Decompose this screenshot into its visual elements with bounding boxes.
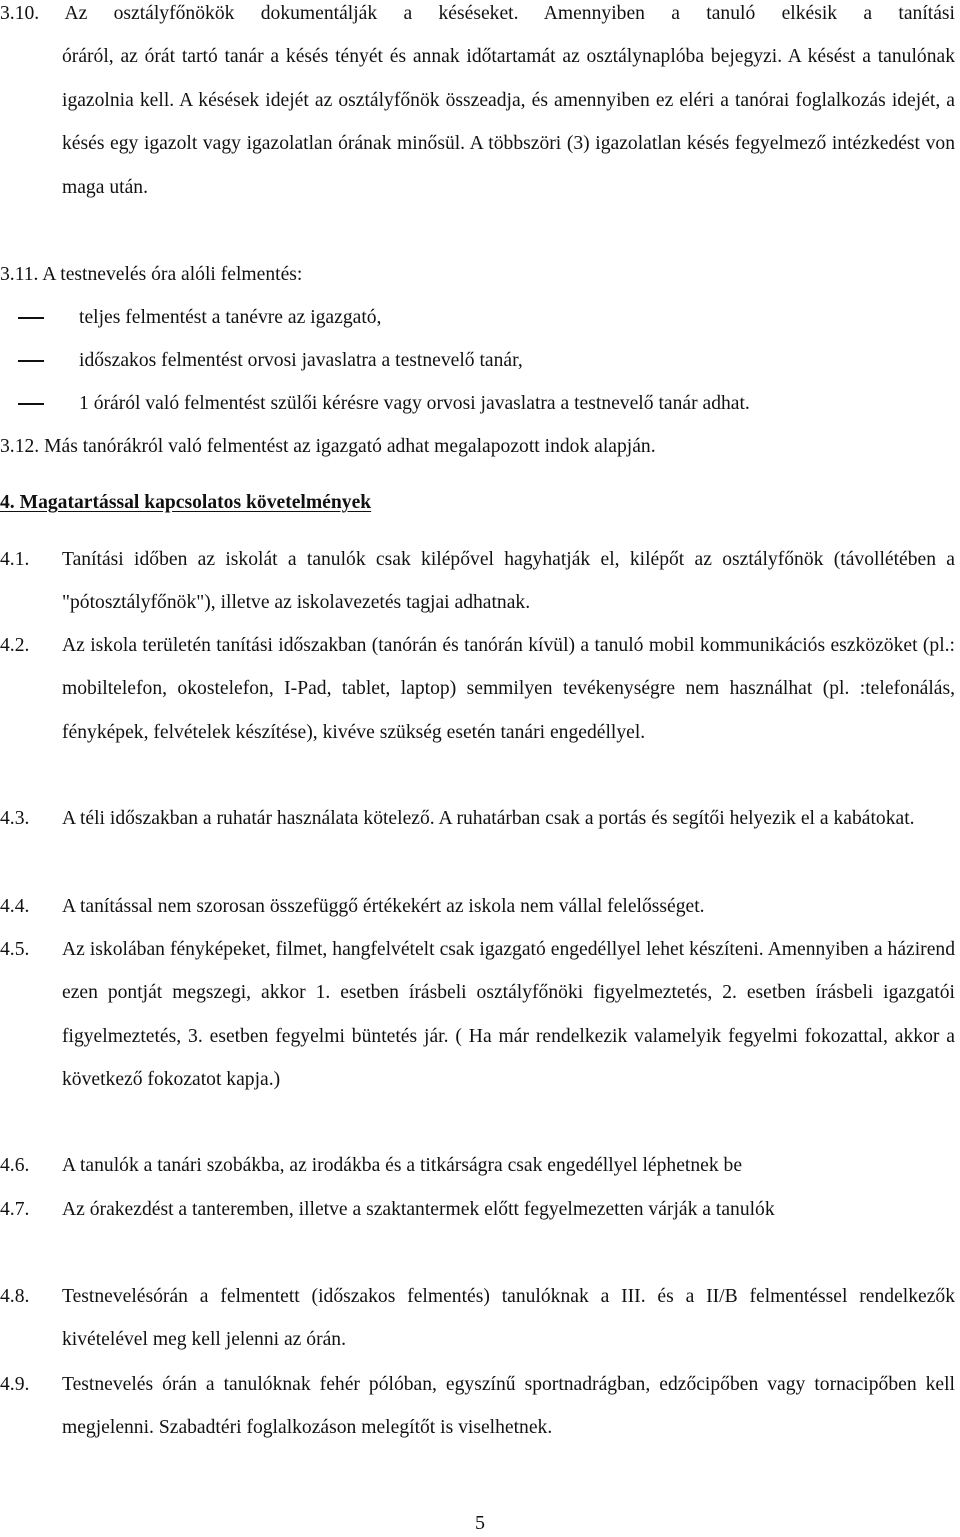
paragraph-number: 4.4. [0,896,30,917]
paragraph-text: A tanulók a tanári szobákba, az irodákba és a titkárságra csak engedéllyel léphetnek be [62,1155,743,1176]
paragraph-text: Más tanórákról való felmentést az igazgató adhat megalapozott indok alapján. [44,436,656,457]
paragraph-number: 4.3. [0,808,30,829]
paragraph-first-line: Az osztályfőnökök dokumentálják a késéseket. Amennyiben a tanuló elkésik a tanítási [64,3,955,24]
section-heading: 4. Magatartással kapcsolatos követelmények [0,492,372,513]
dash-bullet-icon [18,317,44,319]
paragraph-text: Tanítási időben az iskolát a tanulók csak kilépővel hagyhatják el, kilépőt az osztályfőnök (távollétében a "pótosztályfőnök"), illetve az iskolavezetés tagjai adhatnak. [62,549,955,614]
paragraph-number: 4.7. [0,1199,30,1220]
paragraph-number: 3.12. [0,436,40,457]
list-item-text: 1 óráról való felmentést szülői kérésre vagy orvosi javaslatra a testnevelő tanár adhat. [79,393,750,414]
paragraph-text: A testnevelés óra alóli felmentés: [42,264,303,285]
paragraph-text: A tanítással nem szorosan összefüggő értékekért az iskola nem vállal felelősséget. [62,896,705,917]
paragraph-text: Az iskola területén tanítási időszakban (tanórán és tanórán kívül) a tanuló mobil kommunikációs eszközöket (pl.: mobiltelefon, okostelefon, I-Pad, tablet, laptop) semmilyen tevékenységre nem használhat (pl. :telefonálás, fényképek, felvételek készítése), kivéve szükség esetén tanári engedéllyel. [62,635,955,743]
paragraph-number: 4.2. [0,635,30,656]
list-item-text: teljes felmentést a tanévre az igazgató, [79,307,382,328]
page-number: 5 [475,1512,485,1534]
paragraph-body: óráról, az órát tartó tanár a késés tényét és annak időtartamát az osztálynaplóba bejegyzi. A késést a tanulónak igazolnia kell. A késések idejét az osztályfőnök összeadja, és amennyiben ez eléri a tanórai foglalkozás idejét, a késés egy igazolt vagy igazolatlan órának minősül. A többszöri (3) igazolatlan késés fegyelmező intézkedést von maga után. [62,46,955,198]
paragraph-number: 4.8. [0,1286,30,1307]
paragraph-number: 3.10. [0,3,40,24]
dash-bullet-icon [18,403,44,405]
paragraph-3-12 [0,425,656,468]
list-item-text: időszakos felmentést orvosi javaslatra a testnevelő tanár, [79,350,523,371]
paragraph-text: Az órakezdést a tanteremben, illetve a szaktantermek előtt fegyelmezetten várják a tanulók [62,1199,775,1220]
paragraph-number: 3.11. [0,264,39,285]
paragraph-3-11 [0,253,302,296]
dash-bullet-icon [18,360,44,362]
paragraph-text: A téli időszakban a ruhatár használata kötelező. A ruhatárban csak a portás és segítői helyezik el a kabátokat. [62,808,915,829]
paragraph-text: Az iskolában fényképeket, filmet, hangfelvételt csak igazgató engedéllyel lehet készíteni. Amennyiben a házirend ezen pontját megszegi, akkor 1. esetben írásbeli osztályfőnöki figyelmeztetés, 2. esetben írásbeli igazgatói figyelmeztetés, 3. esetben fegyelmi büntetés jár. ( Ha már rendelkezik valamelyik fegyelmi fokozattal, akkor a következő fokozatot kapja.) [62,939,955,1091]
paragraph-text: Testnevelésórán a felmentett (időszakos felmentés) tanulóknak a III. és a II/B felmentéssel rendelkezők kivételével meg kell jelenni az órán. [62,1286,955,1351]
paragraph-number: 4.5. [0,939,30,960]
paragraph-text: Testnevelés órán a tanulóknak fehér pólóban, egyszínű sportnadrágban, edzőcipőben vagy tornacipőben kell megjelenni. Szabadtéri foglalkozáson melegítőt is viselhetnek. [62,1374,955,1439]
paragraph-number: 4.9. [0,1374,30,1395]
paragraph-number: 4.6. [0,1155,30,1176]
paragraph-number: 4.1. [0,549,30,570]
paragraph-3-10 [0,0,960,198]
